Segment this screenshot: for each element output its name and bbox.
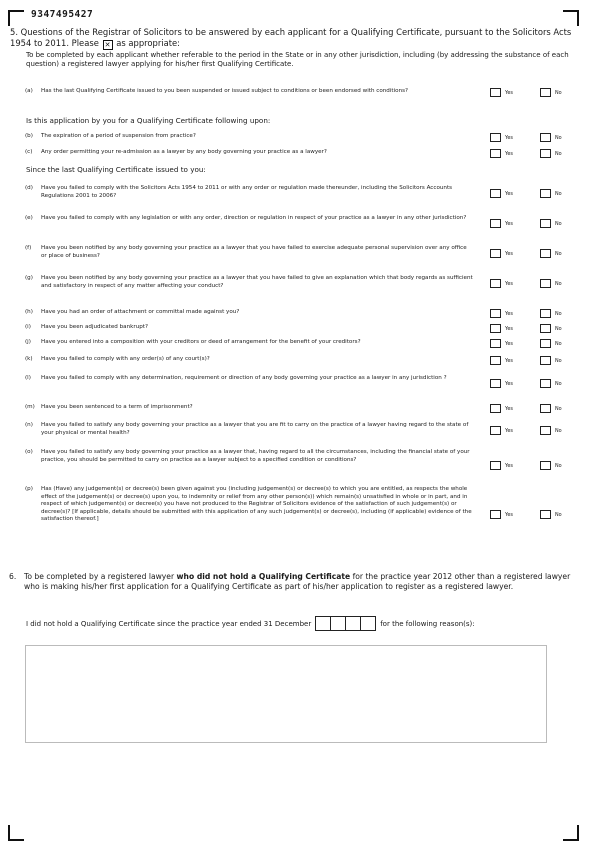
yes-checkbox[interactable] — [490, 189, 501, 198]
yes-label: Yes — [505, 462, 513, 469]
no-label: No — [555, 220, 562, 227]
no-checkbox[interactable] — [540, 379, 551, 388]
year-line-before: I did not hold a Qualifying Certificate since the practice year ended 31 December — [26, 619, 312, 628]
yes-label: Yes — [505, 134, 513, 141]
no-checkbox[interactable] — [540, 404, 551, 413]
no-label: No — [555, 190, 562, 197]
question-label: (n) — [25, 422, 33, 428]
question-row — [25, 275, 473, 290]
yes-checkbox[interactable] — [490, 219, 501, 228]
no-option[interactable] — [540, 339, 562, 348]
yes-option[interactable] — [490, 356, 513, 365]
yes-option[interactable] — [490, 149, 513, 158]
no-option[interactable] — [540, 356, 562, 365]
tick-box-icon: ✕ — [103, 40, 113, 50]
question-label: (f) — [25, 245, 32, 251]
question-text: Have you failed to comply with the Solicitors Acts 1954 to 2011 or with any order or regulation made thereunder, including the Solicitors Accounts Regulations 2001 to 2006? — [41, 185, 453, 199]
yes-label: Yes — [505, 427, 513, 434]
yes-option[interactable] — [490, 189, 513, 198]
yes-label: Yes — [505, 511, 513, 518]
question-text: Have you entered into a composition with your creditors or deed of arrangement for the benefit of your creditors? — [41, 339, 361, 345]
year-digit-box[interactable] — [316, 617, 331, 630]
yes-option[interactable] — [490, 324, 513, 333]
yes-option[interactable] — [490, 88, 513, 97]
question-row — [25, 149, 473, 157]
no-label: No — [555, 427, 562, 434]
no-checkbox[interactable] — [540, 461, 551, 470]
yes-option[interactable] — [490, 279, 513, 288]
question-label: (i) — [25, 324, 31, 330]
yes-label: Yes — [505, 280, 513, 287]
yes-checkbox[interactable] — [490, 149, 501, 158]
no-option[interactable] — [540, 88, 562, 97]
question-text: Have you failed to comply with any legislation or with any order, direction or regulation in respect of your practice as a lawyer in any other jurisdiction? — [41, 215, 467, 221]
no-label: No — [555, 150, 562, 157]
no-checkbox[interactable] — [540, 133, 551, 142]
question-label: (o) — [25, 449, 33, 455]
yes-option[interactable] — [490, 404, 513, 413]
no-checkbox[interactable] — [540, 189, 551, 198]
no-option[interactable] — [540, 461, 562, 470]
year-line-after: for the following reason(s): — [380, 619, 475, 628]
question-row — [25, 404, 473, 412]
yes-checkbox[interactable] — [490, 133, 501, 142]
yes-checkbox[interactable] — [490, 356, 501, 365]
no-option[interactable] — [540, 249, 562, 258]
section6-text — [9, 572, 577, 592]
year-digit-box[interactable] — [346, 617, 361, 630]
section6-text-before: To be completed by a registered lawyer — [24, 572, 175, 581]
question-label: (k) — [25, 356, 33, 362]
question-label: (j) — [25, 339, 31, 345]
question-label: (m) — [25, 404, 35, 410]
question-text: Have you been adjudicated bankrupt? — [41, 324, 148, 330]
yes-label: Yes — [505, 250, 513, 257]
no-option[interactable] — [540, 133, 562, 142]
no-checkbox[interactable] — [540, 88, 551, 97]
question-text: Have you failed to satisfy any body governing your practice as a lawyer that you are fit to carry on the practice of a lawyer having regard to the state of your physical or mental health? — [41, 422, 469, 436]
yes-checkbox[interactable] — [490, 88, 501, 97]
no-label: No — [555, 380, 562, 387]
no-option[interactable] — [540, 404, 562, 413]
year-digit-box[interactable] — [331, 617, 346, 630]
question-text: Any order permitting your re-admission as a lawyer by any body governing your practice as a lawyer? — [41, 149, 327, 155]
yes-label: Yes — [505, 310, 513, 317]
no-checkbox[interactable] — [540, 426, 551, 435]
question-text: Have you failed to comply with any determination, requirement or direction of any body governing your practice as a lawyer in any jurisdiction ? — [41, 375, 447, 381]
no-checkbox[interactable] — [540, 279, 551, 288]
no-checkbox[interactable] — [540, 149, 551, 158]
no-option[interactable] — [540, 324, 562, 333]
no-option[interactable] — [540, 149, 562, 158]
yes-checkbox[interactable] — [490, 461, 501, 470]
yes-label: Yes — [505, 220, 513, 227]
question-row — [25, 422, 473, 437]
yes-label: Yes — [505, 405, 513, 412]
no-label: No — [555, 310, 562, 317]
section5-heading — [10, 27, 578, 50]
question-row — [25, 245, 473, 260]
question-label: (a) — [25, 88, 33, 94]
yes-checkbox[interactable] — [490, 279, 501, 288]
section5-heading-part2: as appropriate: — [116, 38, 181, 48]
question-text: Have you been sentenced to a term of imprisonment? — [41, 404, 193, 410]
question-text: Has (Have) any judgement(s) or decree(s) been given against you (including judgement(s) or decree(s) to which you are entitled, as respects the whole effect of the judgement(s) or decree(s) upon you, to indemnity or relief from any other person(s)) which remain(s) unsatisfied in whole or in part, and in respect of which judgement(s) or decree(s) you have not produced to the Registrar of Solicitors evidence of the satisfaction of such judgement(s) or decree(s)? [If applicable, details should be submitted with this application of any such judgement(s) or decree(s), including (if applicable) evidence of the satisfaction thereof.] — [41, 486, 472, 522]
registration-mark-bottom-right — [563, 825, 579, 841]
registration-mark-bottom-left — [8, 825, 24, 841]
section5-intro: To be completed by each applicant whether referable to the period in the State or in any other jurisdiction, including (by addressing the substance of each question) a registered lawyer applying for his/her first Qualifying Certificate. — [26, 51, 569, 69]
question-text: The expiration of a period of suspension from practice? — [41, 133, 196, 139]
yes-checkbox[interactable] — [490, 426, 501, 435]
yes-label: Yes — [505, 340, 513, 347]
yes-checkbox[interactable] — [490, 339, 501, 348]
section6-text-bold: who did not hold a Qualifying Certificate — [176, 572, 351, 581]
yes-option[interactable] — [490, 379, 513, 388]
section6-text-after: for the practice year 2012 other than a registered lawyer who is making his/her first application for a Qualifying Certificate as part of his/her application to register as a registered lawyer. — [24, 572, 571, 591]
no-label: No — [555, 134, 562, 141]
question-label: (c) — [25, 149, 33, 155]
yes-checkbox[interactable] — [490, 324, 501, 333]
question-text: Have you been notified by any body governing your practice as a lawyer that you have failed to give an explanation which that body regards as sufficient and satisfactory in respect of any matter affecting your conduct? — [41, 275, 473, 289]
yes-label: Yes — [505, 357, 513, 364]
question-row — [25, 185, 473, 200]
no-option[interactable] — [540, 219, 562, 228]
document-code: 9347495427 — [31, 9, 94, 20]
no-label: No — [555, 462, 562, 469]
no-label: No — [555, 325, 562, 332]
question-row — [25, 449, 473, 464]
question-row — [25, 215, 473, 223]
question-label: (d) — [25, 185, 33, 191]
no-checkbox[interactable] — [540, 339, 551, 348]
question-text: Have you failed to satisfy any body governing your practice as a lawyer that, having regard to all the circumstances, including the financial state of your practice, you should be permitted to carry on practice as a lawyer subject to a specified condition or conditions? — [41, 449, 470, 463]
registration-mark-top-right — [563, 10, 579, 26]
no-label: No — [555, 89, 562, 96]
yes-checkbox[interactable] — [490, 404, 501, 413]
section5-heading-part1: 5. Questions of the Registrar of Solicitors to be answered by each applicant for a Qualifying Certificate, pursuant to the Solicitors Acts 1954 to 2011. Please — [10, 27, 572, 48]
yes-checkbox[interactable] — [490, 309, 501, 318]
question-row — [25, 88, 473, 96]
question-label: (e) — [25, 215, 33, 221]
no-option[interactable] — [540, 309, 562, 318]
yes-checkbox[interactable] — [490, 379, 501, 388]
yes-option[interactable] — [490, 426, 513, 435]
question-row — [25, 309, 473, 317]
no-label: No — [555, 340, 562, 347]
no-label: No — [555, 511, 562, 518]
group1-heading: Is this application by you for a Qualifying Certificate following upon: — [26, 116, 271, 125]
question-text: Have you had an order of attachment or committal made against you? — [41, 309, 240, 315]
question-row — [25, 486, 473, 524]
no-label: No — [555, 280, 562, 287]
no-checkbox[interactable] — [540, 510, 551, 519]
no-label: No — [555, 357, 562, 364]
no-label: No — [555, 250, 562, 257]
reasons-textarea[interactable] — [25, 645, 547, 743]
yes-label: Yes — [505, 190, 513, 197]
no-option[interactable] — [540, 189, 562, 198]
question-row — [25, 375, 473, 383]
yes-label: Yes — [505, 89, 513, 96]
no-checkbox[interactable] — [540, 309, 551, 318]
yes-option[interactable] — [490, 510, 513, 519]
no-option[interactable] — [540, 279, 562, 288]
yes-label: Yes — [505, 380, 513, 387]
yes-option[interactable] — [490, 249, 513, 258]
question-text: Has the last Qualifying Certificate issued to you been suspended or issued subject to conditions or been endorsed with conditions? — [41, 88, 409, 94]
yes-option[interactable] — [490, 219, 513, 228]
question-row — [25, 324, 473, 332]
registration-mark-top-left — [8, 10, 24, 26]
question-text: Have you failed to comply with any order(s) of any court(s)? — [41, 356, 210, 362]
yes-label: Yes — [505, 150, 513, 157]
yes-checkbox[interactable] — [490, 510, 501, 519]
yes-option[interactable] — [490, 309, 513, 318]
question-label: (g) — [25, 275, 33, 281]
question-label: (l) — [25, 375, 31, 381]
question-label: (b) — [25, 133, 33, 139]
yes-option[interactable] — [490, 461, 513, 470]
yes-option[interactable] — [490, 339, 513, 348]
yes-checkbox[interactable] — [490, 249, 501, 258]
no-checkbox[interactable] — [540, 324, 551, 333]
section6-year-line — [26, 616, 578, 631]
year-input[interactable] — [315, 616, 376, 631]
yes-option[interactable] — [490, 133, 513, 142]
no-checkbox[interactable] — [540, 249, 551, 258]
question-label: (h) — [25, 309, 33, 315]
section6-number: 6. — [9, 572, 17, 581]
no-checkbox[interactable] — [540, 356, 551, 365]
no-option[interactable] — [540, 426, 562, 435]
year-digit-box[interactable] — [361, 617, 375, 630]
no-option[interactable] — [540, 379, 562, 388]
question-text: Have you been notified by any body governing your practice as a lawyer that you have failed to exercise adequate personal supervision over any office or place of business? — [41, 245, 467, 259]
no-label: No — [555, 405, 562, 412]
question-row — [25, 356, 473, 364]
no-checkbox[interactable] — [540, 219, 551, 228]
question-row — [25, 133, 473, 141]
group2-heading: Since the last Qualifying Certificate issued to you: — [26, 165, 206, 174]
no-option[interactable] — [540, 510, 562, 519]
question-label: (p) — [25, 486, 33, 492]
question-row — [25, 339, 473, 347]
yes-label: Yes — [505, 325, 513, 332]
